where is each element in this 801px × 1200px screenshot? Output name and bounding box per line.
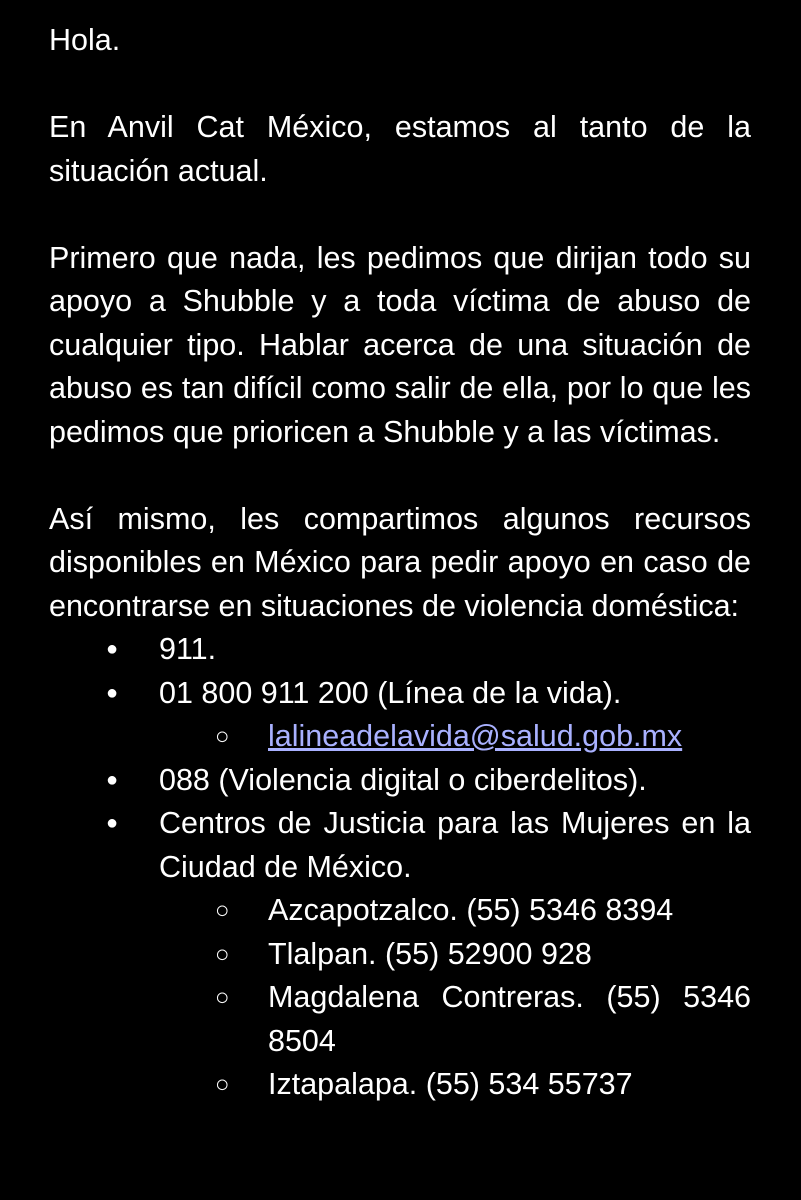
hollow-bullet-icon: ○: [215, 897, 230, 924]
list-item-text: Magdalena Contreras. (55) 5346 8504: [268, 980, 751, 1058]
paragraph-gap: [49, 63, 751, 107]
document: [49, 19, 751, 1107]
list-item-text: Centros de Justicia para las Mujeres en la Ciudad de México.: [159, 806, 751, 884]
sub-list-item: [49, 889, 751, 933]
list-item: [49, 802, 751, 889]
list-item: [49, 628, 751, 672]
hollow-bullet-icon: ○: [215, 723, 230, 750]
email-link[interactable]: lalineadelavida@salud.gob.mx: [268, 719, 683, 753]
resources-paragraph: Así mismo, les compartimos algunos recursos disponibles en México para pedir apoyo en caso de encontrarse en situaciones de violencia doméstica:: [49, 501, 751, 623]
list-item-text: 911.: [159, 632, 217, 666]
paragraph-gap: [49, 454, 751, 498]
list-item: [49, 672, 751, 716]
list-item: [49, 759, 751, 803]
bullet-icon: ●: [106, 638, 119, 660]
list-item-text: Tlalpan. (55) 52900 928: [268, 936, 592, 971]
bullet-icon: ●: [106, 768, 119, 791]
resources-list: [49, 628, 751, 1107]
hollow-bullet-icon: ○: [215, 940, 230, 968]
list-item-text: Azcapotzalco. (55) 5346 8394: [268, 893, 674, 927]
sub-list-item: [49, 715, 751, 759]
sub-list-item: [49, 1063, 751, 1107]
sub-list-item: [49, 933, 751, 977]
bullet-icon: ●: [106, 681, 119, 704]
list-item-text: 01 800 911 200 (Línea de la vida).: [159, 675, 622, 710]
bullet-icon: ●: [106, 812, 119, 834]
list-item-text: Iztapalapa. (55) 534 55737: [268, 1067, 633, 1101]
greeting: Hola.: [49, 23, 121, 57]
paragraph-gap: [49, 193, 751, 237]
list-item-text: 088 (Violencia digital o ciberdelitos).: [159, 762, 647, 797]
support-paragraph: Primero que nada, les pedimos que dirijan todo su apoyo a Shubble y a toda víctima de abuso de cualquier tipo. Hablar acerca de una situación de abuso es tan difícil como salir de ella, por lo que les pedimos que prioricen a Shubble y a las víctimas.: [49, 240, 751, 449]
hollow-bullet-icon: ○: [215, 984, 230, 1011]
sub-list-item: [49, 976, 751, 1063]
intro-paragraph: En Anvil Cat México, estamos al tanto de la situación actual.: [49, 110, 751, 188]
hollow-bullet-icon: ○: [215, 1071, 230, 1098]
